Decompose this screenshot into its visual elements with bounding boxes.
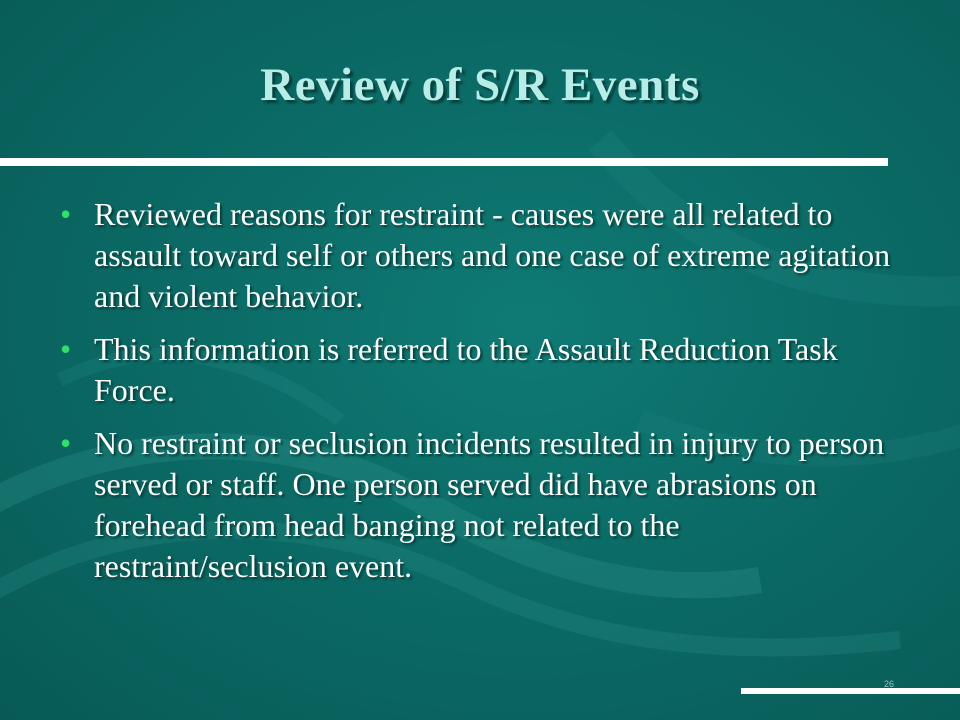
bullet-list xyxy=(54,194,914,599)
page-number: 26 xyxy=(884,679,895,689)
bullet-dot-icon: • xyxy=(60,331,72,367)
title-divider xyxy=(0,158,888,166)
slide-title: Review of S/R Events xyxy=(260,59,700,111)
bullet-text: This information is referred to the Assault Reduction Task Force. xyxy=(94,331,838,408)
bullet-item xyxy=(54,194,914,317)
bullet-item xyxy=(54,329,914,411)
bullet-dot-icon: • xyxy=(60,196,72,232)
footer-divider xyxy=(741,688,960,694)
bullet-text: Reviewed reasons for restraint - causes were all related to assault toward self or others and one case of extreme agitation and violent behavior. xyxy=(94,196,891,314)
bullet-item xyxy=(54,423,914,587)
bullet-text: No restraint or seclusion incidents resulted in injury to person served or staff. One person served did have abrasions on forehead from head banging not related to the restraint/seclusion event. xyxy=(94,425,885,584)
bullet-dot-icon: • xyxy=(60,425,72,461)
